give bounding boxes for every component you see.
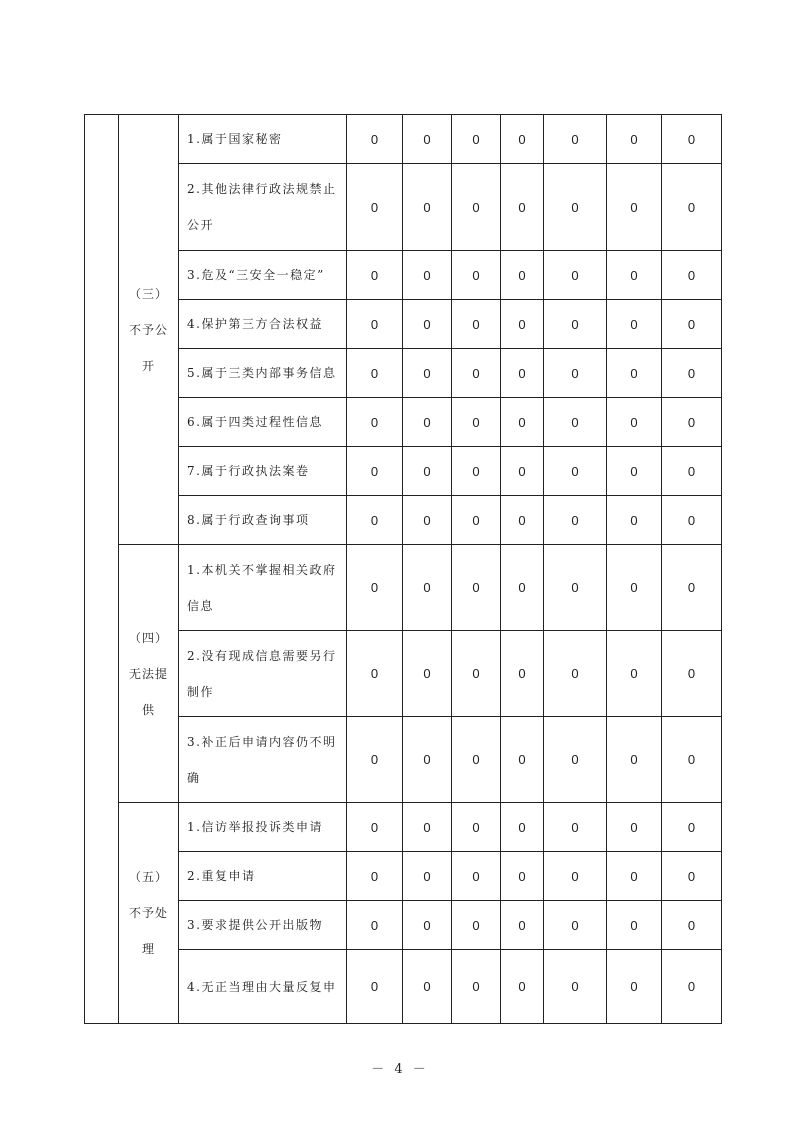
value-cell: 0 [544,164,607,251]
item-label: 3.要求提供公开出版物 [179,901,347,950]
value-cell: 0 [452,115,501,164]
value-cell: 0 [403,803,452,852]
value-cell: 0 [501,300,544,349]
group-number: （三） [128,286,168,301]
value-cell: 0 [403,545,452,631]
value-cell: 0 [544,349,607,398]
table-body [85,115,722,1024]
value-cell: 0 [662,901,722,950]
page-number: － 4 － [371,1062,429,1077]
table-row [85,300,722,349]
outer-category-cell [85,115,119,1024]
group-name-line: 无法提 [128,666,168,681]
value-cell: 0 [544,398,607,447]
value-cell: 0 [347,496,403,545]
value-cell: 0 [544,901,607,950]
table-row [85,496,722,545]
value-cell: 0 [544,115,607,164]
item-label: 5.属于三类内部事务信息 [179,349,347,398]
value-cell: 0 [452,901,501,950]
item-label: 4.无正当理由大量反复申 [179,950,347,1024]
value-cell: 0 [347,115,403,164]
value-cell: 0 [501,447,544,496]
value-cell: 0 [662,349,722,398]
value-cell: 0 [403,300,452,349]
item-label: 1.本机关不掌握相关政府信息 [179,545,347,631]
value-cell: 0 [662,115,722,164]
value-cell: 0 [607,251,662,300]
group-cell [119,803,179,1024]
value-cell: 0 [544,717,607,803]
group-cell [119,115,179,545]
group-name-line: 供 [141,702,155,717]
value-cell: 0 [403,717,452,803]
item-label: 3.补正后申请内容仍不明确 [179,717,347,803]
item-label: 3.危及“三安全一稳定” [179,251,347,300]
value-cell: 0 [501,717,544,803]
value-cell: 0 [403,631,452,717]
value-cell: 0 [452,545,501,631]
table-row [85,631,722,717]
item-label: 1.属于国家秘密 [179,115,347,164]
value-cell: 0 [452,631,501,717]
value-cell: 0 [607,300,662,349]
value-cell: 0 [452,852,501,901]
value-cell: 0 [403,349,452,398]
group-number: （五） [128,870,168,884]
value-cell: 0 [501,496,544,545]
value-cell: 0 [403,950,452,1024]
value-cell: 0 [607,545,662,631]
value-cell: 0 [347,852,403,901]
value-cell: 0 [662,251,722,300]
value-cell: 0 [347,251,403,300]
value-cell: 0 [501,115,544,164]
value-cell: 0 [501,852,544,901]
value-cell: 0 [607,496,662,545]
value-cell: 0 [501,164,544,251]
value-cell: 0 [347,164,403,251]
table-row [85,349,722,398]
value-cell: 0 [403,115,452,164]
value-cell: 0 [607,950,662,1024]
value-cell: 0 [662,447,722,496]
value-cell: 0 [662,164,722,251]
value-cell: 0 [544,803,607,852]
table-row [85,950,722,1024]
item-label: 1.信访举报投诉类申请 [179,803,347,852]
value-cell: 0 [501,545,544,631]
value-cell: 0 [452,398,501,447]
value-cell: 0 [347,803,403,852]
value-cell: 0 [501,803,544,852]
value-cell: 0 [662,496,722,545]
value-cell: 0 [452,349,501,398]
table-row [85,545,722,631]
value-cell: 0 [403,251,452,300]
value-cell: 0 [607,398,662,447]
value-cell: 0 [403,447,452,496]
value-cell: 0 [452,164,501,251]
table-row [85,447,722,496]
value-cell: 0 [403,164,452,251]
value-cell: 0 [403,901,452,950]
group-name-line: 不予公 [128,322,168,337]
value-cell: 0 [607,164,662,251]
value-cell: 0 [501,398,544,447]
value-cell: 0 [403,852,452,901]
disclosure-statistics-table [84,114,722,1024]
item-label: 6.属于四类过程性信息 [179,398,347,447]
value-cell: 0 [452,300,501,349]
value-cell: 0 [662,803,722,852]
value-cell: 0 [544,545,607,631]
value-cell: 0 [662,852,722,901]
item-label: 4.保护第三方合法权益 [179,300,347,349]
value-cell: 0 [662,545,722,631]
value-cell: 0 [662,950,722,1024]
value-cell: 0 [403,398,452,447]
value-cell: 0 [662,717,722,803]
table-row [85,852,722,901]
value-cell: 0 [452,717,501,803]
value-cell: 0 [544,251,607,300]
value-cell: 0 [607,115,662,164]
table-row [85,803,722,852]
item-label: 7.属于行政执法案卷 [179,447,347,496]
value-cell: 0 [607,447,662,496]
value-cell: 0 [544,300,607,349]
value-cell: 0 [347,631,403,717]
value-cell: 0 [347,545,403,631]
value-cell: 0 [501,901,544,950]
value-cell: 0 [607,852,662,901]
value-cell: 0 [501,950,544,1024]
value-cell: 0 [544,631,607,717]
value-cell: 0 [347,950,403,1024]
value-cell: 0 [347,398,403,447]
value-cell: 0 [544,852,607,901]
value-cell: 0 [403,496,452,545]
value-cell: 0 [544,447,607,496]
value-cell: 0 [662,300,722,349]
value-cell: 0 [607,349,662,398]
value-cell: 0 [607,803,662,852]
group-name-line: 不予处 [128,906,168,920]
value-cell: 0 [607,631,662,717]
value-cell: 0 [544,496,607,545]
group-number: （四） [128,630,168,645]
group-cell [119,545,179,803]
value-cell: 0 [452,803,501,852]
table-row [85,717,722,803]
group-name-line: 开 [141,358,155,373]
value-cell: 0 [662,398,722,447]
item-label: 2.其他法律行政法规禁止公开 [179,164,347,251]
value-cell: 0 [347,901,403,950]
value-cell: 0 [501,251,544,300]
table-row [85,251,722,300]
value-cell: 0 [347,447,403,496]
value-cell: 0 [452,496,501,545]
group-name-line: 理 [141,942,155,956]
value-cell: 0 [347,717,403,803]
value-cell: 0 [347,349,403,398]
value-cell: 0 [452,251,501,300]
value-cell: 0 [607,717,662,803]
value-cell: 0 [501,631,544,717]
item-label: 2.没有现成信息需要另行制作 [179,631,347,717]
table-row [85,398,722,447]
value-cell: 0 [347,300,403,349]
value-cell: 0 [607,901,662,950]
value-cell: 0 [501,349,544,398]
value-cell: 0 [662,631,722,717]
item-label: 2.重复申请 [179,852,347,901]
item-label: 8.属于行政查询事项 [179,496,347,545]
table-row [85,115,722,164]
value-cell: 0 [452,950,501,1024]
table-row [85,164,722,251]
value-cell: 0 [452,447,501,496]
table-row [85,901,722,950]
value-cell: 0 [544,950,607,1024]
